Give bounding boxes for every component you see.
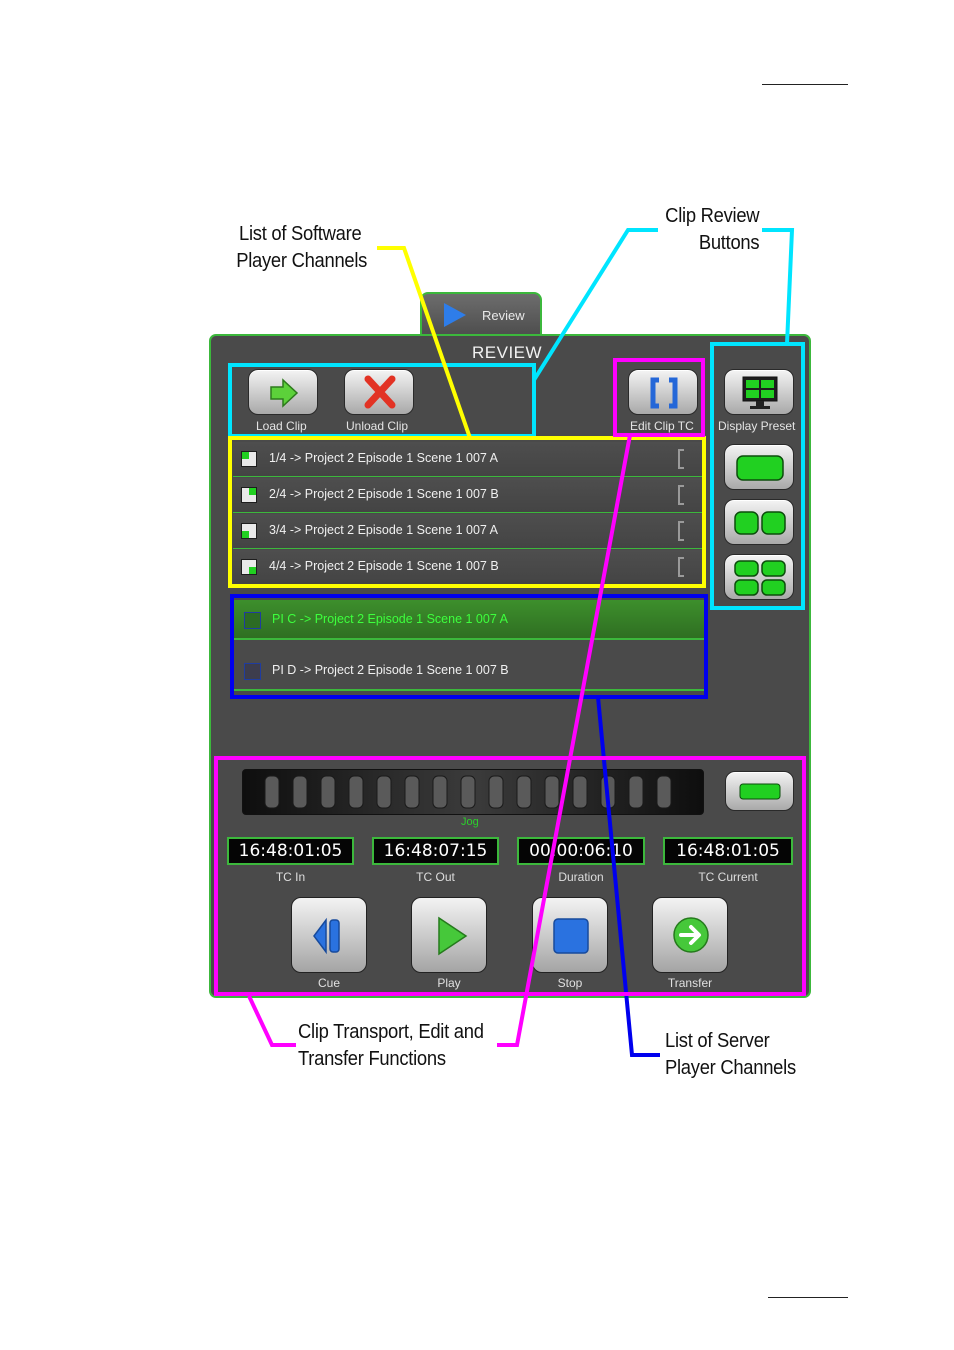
tab-review[interactable] xyxy=(420,292,542,336)
server-channel-row[interactable] xyxy=(234,651,704,691)
server-channel-row[interactable] xyxy=(234,600,704,640)
jog-indicator-icon xyxy=(726,772,795,812)
cue-button[interactable] xyxy=(291,897,367,973)
play-icon xyxy=(444,303,466,327)
duration-display: 00:00:06:10 xyxy=(517,837,645,865)
transfer-label: Transfer xyxy=(667,976,713,990)
load-clip-button[interactable] xyxy=(248,369,318,415)
stop-icon xyxy=(533,898,609,974)
layout-dual-button[interactable] xyxy=(724,499,794,545)
stop-label: Stop xyxy=(557,976,583,990)
channel-square-icon xyxy=(244,663,261,680)
unload-clip-label: Unload Clip xyxy=(346,419,409,433)
tc-in-display: 16:48:01:05 xyxy=(227,837,354,865)
software-channel-list xyxy=(233,441,702,586)
tc-current-display: 16:48:01:05 xyxy=(663,837,793,865)
display-preset-label: Display Preset xyxy=(718,419,796,433)
panel-title: REVIEW xyxy=(472,343,543,362)
transfer-button[interactable] xyxy=(652,897,728,973)
dual-view-icon xyxy=(725,500,795,546)
bracket-icon xyxy=(629,370,699,416)
bracket-marker-icon xyxy=(678,557,684,577)
play-icon xyxy=(412,898,488,974)
bracket-marker-icon xyxy=(678,485,684,505)
cue-label: Cue xyxy=(317,976,340,990)
jog-wheel[interactable] xyxy=(242,769,704,815)
stop-button[interactable] xyxy=(532,897,608,973)
jog-ridges xyxy=(243,770,703,814)
software-channel-row[interactable] xyxy=(233,442,702,477)
channel-square-icon xyxy=(244,612,261,629)
play-button[interactable] xyxy=(411,897,487,973)
play-label: Play xyxy=(437,976,461,990)
channel-label: PI D -> Project 2 Episode 1 Scene 1 007 B xyxy=(272,663,509,677)
cue-icon xyxy=(292,898,368,974)
monitor-icon xyxy=(725,370,795,416)
unload-clip-button[interactable] xyxy=(344,369,414,415)
header-rule xyxy=(762,84,848,85)
tc-current-label: TC Current xyxy=(698,870,758,884)
layout-quad-button[interactable] xyxy=(724,554,794,600)
software-channel-row[interactable] xyxy=(233,514,702,549)
edit-clip-tc-label: Edit Clip TC xyxy=(630,419,694,433)
edit-clip-tc-button[interactable] xyxy=(628,369,698,415)
software-channel-row[interactable] xyxy=(233,478,702,513)
callout-server-channels: List of Server Player Channels xyxy=(665,1030,796,1079)
quadrant-top-right-icon xyxy=(241,487,257,503)
tc-out-display: 16:48:07:15 xyxy=(372,837,499,865)
callout-software-channels: List of Software Player Channels xyxy=(236,223,368,272)
load-clip-label: Load Clip xyxy=(256,419,307,433)
channel-label: 2/4 -> Project 2 Episode 1 Scene 1 007 B xyxy=(269,487,499,501)
jog-label: Jog xyxy=(461,816,479,828)
channel-label: 1/4 -> Project 2 Episode 1 Scene 1 007 A xyxy=(269,451,498,465)
transfer-arrow-icon xyxy=(653,898,729,974)
leader-transport-functions xyxy=(249,996,296,1045)
server-channel-list xyxy=(234,598,704,695)
tab-label: Review xyxy=(482,308,525,323)
footer-rule xyxy=(768,1297,848,1298)
channel-label: 4/4 -> Project 2 Episode 1 Scene 1 007 B xyxy=(269,559,499,573)
display-preset-button[interactable] xyxy=(724,369,794,415)
layout-single-button[interactable] xyxy=(724,444,794,490)
close-x-icon xyxy=(345,370,415,416)
channel-label: 3/4 -> Project 2 Episode 1 Scene 1 007 A xyxy=(269,523,498,537)
jog-toggle-button[interactable] xyxy=(725,771,794,811)
tc-out-label: TC Out xyxy=(416,870,455,884)
quad-view-icon xyxy=(725,555,795,601)
callout-review-buttons: Clip Review Buttons xyxy=(664,205,759,254)
quadrant-bottom-left-icon xyxy=(241,523,257,539)
channel-label: PI C -> Project 2 Episode 1 Scene 1 007 A xyxy=(272,612,508,626)
quadrant-top-left-icon xyxy=(241,451,257,467)
bracket-marker-icon xyxy=(678,521,684,541)
single-view-icon xyxy=(725,445,795,491)
quadrant-bottom-right-icon xyxy=(241,559,257,575)
callout-transport: Clip Transport, Edit and Transfer Functions xyxy=(298,1021,484,1070)
tc-in-label: TC In xyxy=(275,870,306,884)
arrow-right-icon xyxy=(249,370,319,416)
leader-review-buttons-right xyxy=(762,230,792,344)
bracket-marker-icon xyxy=(678,449,684,469)
software-channel-row[interactable] xyxy=(233,550,702,584)
duration-label: Duration xyxy=(558,870,604,884)
